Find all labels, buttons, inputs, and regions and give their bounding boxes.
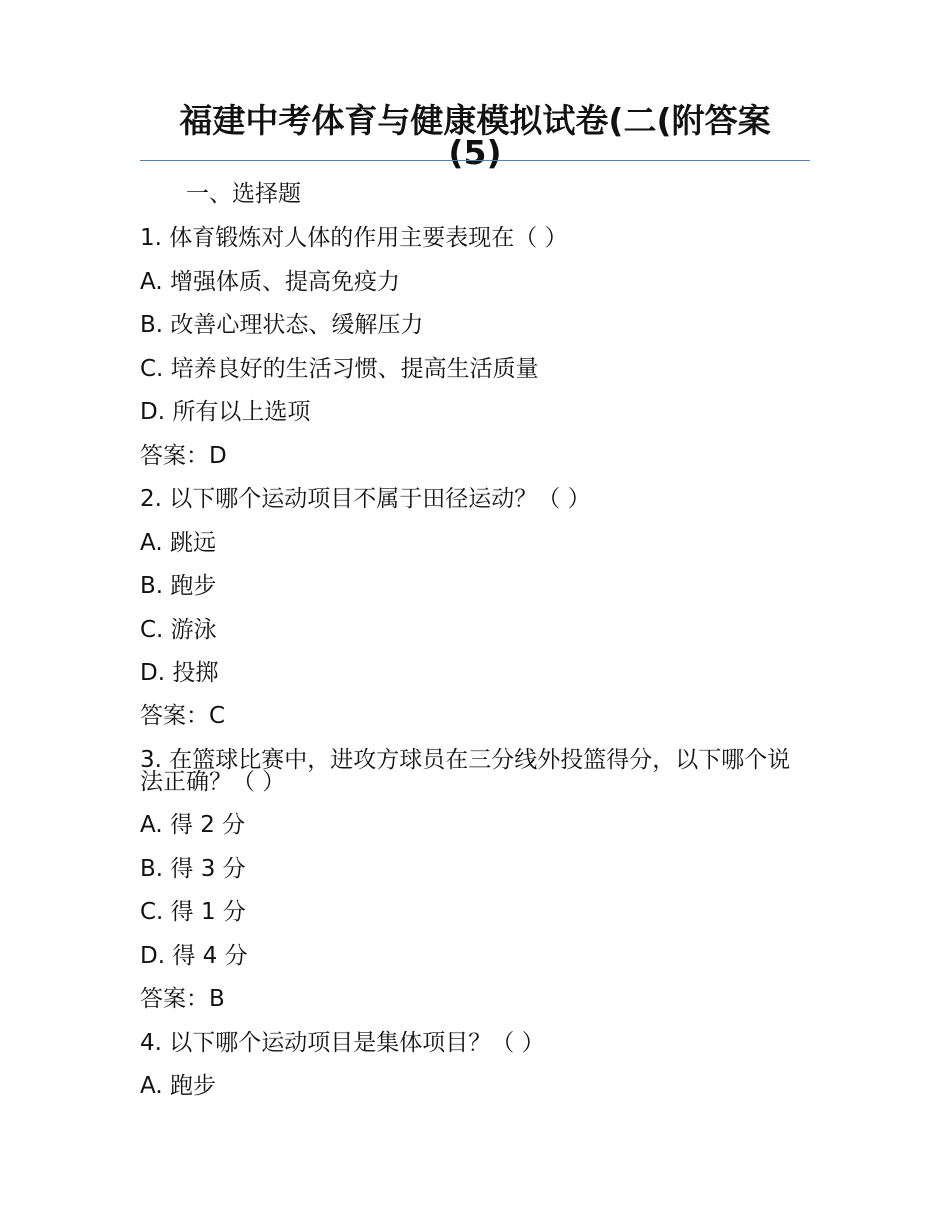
- question-4-stem: 4. 以下哪个运动项目是集体项目？（ ）: [140, 1030, 545, 1056]
- question-3-answer: 答案：B: [140, 986, 225, 1012]
- question-2-option-a: A. 跳远: [140, 530, 216, 556]
- question-3-option-b: B. 得 3 分: [140, 856, 246, 882]
- question-2-answer: 答案：C: [140, 703, 226, 729]
- question-1-option-b: B. 改善心理状态、缓解压力: [140, 312, 424, 338]
- question-2-option-c: C. 游泳: [140, 617, 217, 643]
- question-1-answer: 答案：D: [140, 443, 227, 469]
- title-underline: [140, 160, 810, 161]
- question-3-stem: 3. 在篮球比赛中，进攻方球员在三分线外投篮得分，以下哪个说法正确？（ ）: [140, 747, 791, 795]
- question-1-option-c: C. 培养良好的生活习惯、提高生活质量: [140, 356, 539, 382]
- question-3-option-d: D. 得 4 分: [140, 943, 248, 969]
- question-3-option-a: A. 得 2 分: [140, 812, 246, 838]
- question-4-option-a: A. 跑步: [140, 1073, 216, 1099]
- question-2-stem: 2. 以下哪个运动项目不属于田径运动？（ ）: [140, 486, 591, 512]
- question-3-option-c: C. 得 1 分: [140, 899, 246, 925]
- question-2-option-d: D. 投掷: [140, 660, 219, 686]
- title-line-2: (5): [448, 133, 502, 172]
- section-heading: 一、选择题: [186, 181, 301, 207]
- question-1-option-d: D. 所有以上选项: [140, 399, 311, 425]
- question-1-stem: 1. 体育锻炼对人体的作用主要表现在（ ）: [140, 225, 568, 251]
- question-1-option-a: A. 增强体质、提高免疫力: [140, 269, 400, 295]
- question-2-option-b: B. 跑步: [140, 573, 217, 599]
- title-line-1: 福建中考体育与健康模拟试卷(二(附答案: [179, 101, 771, 140]
